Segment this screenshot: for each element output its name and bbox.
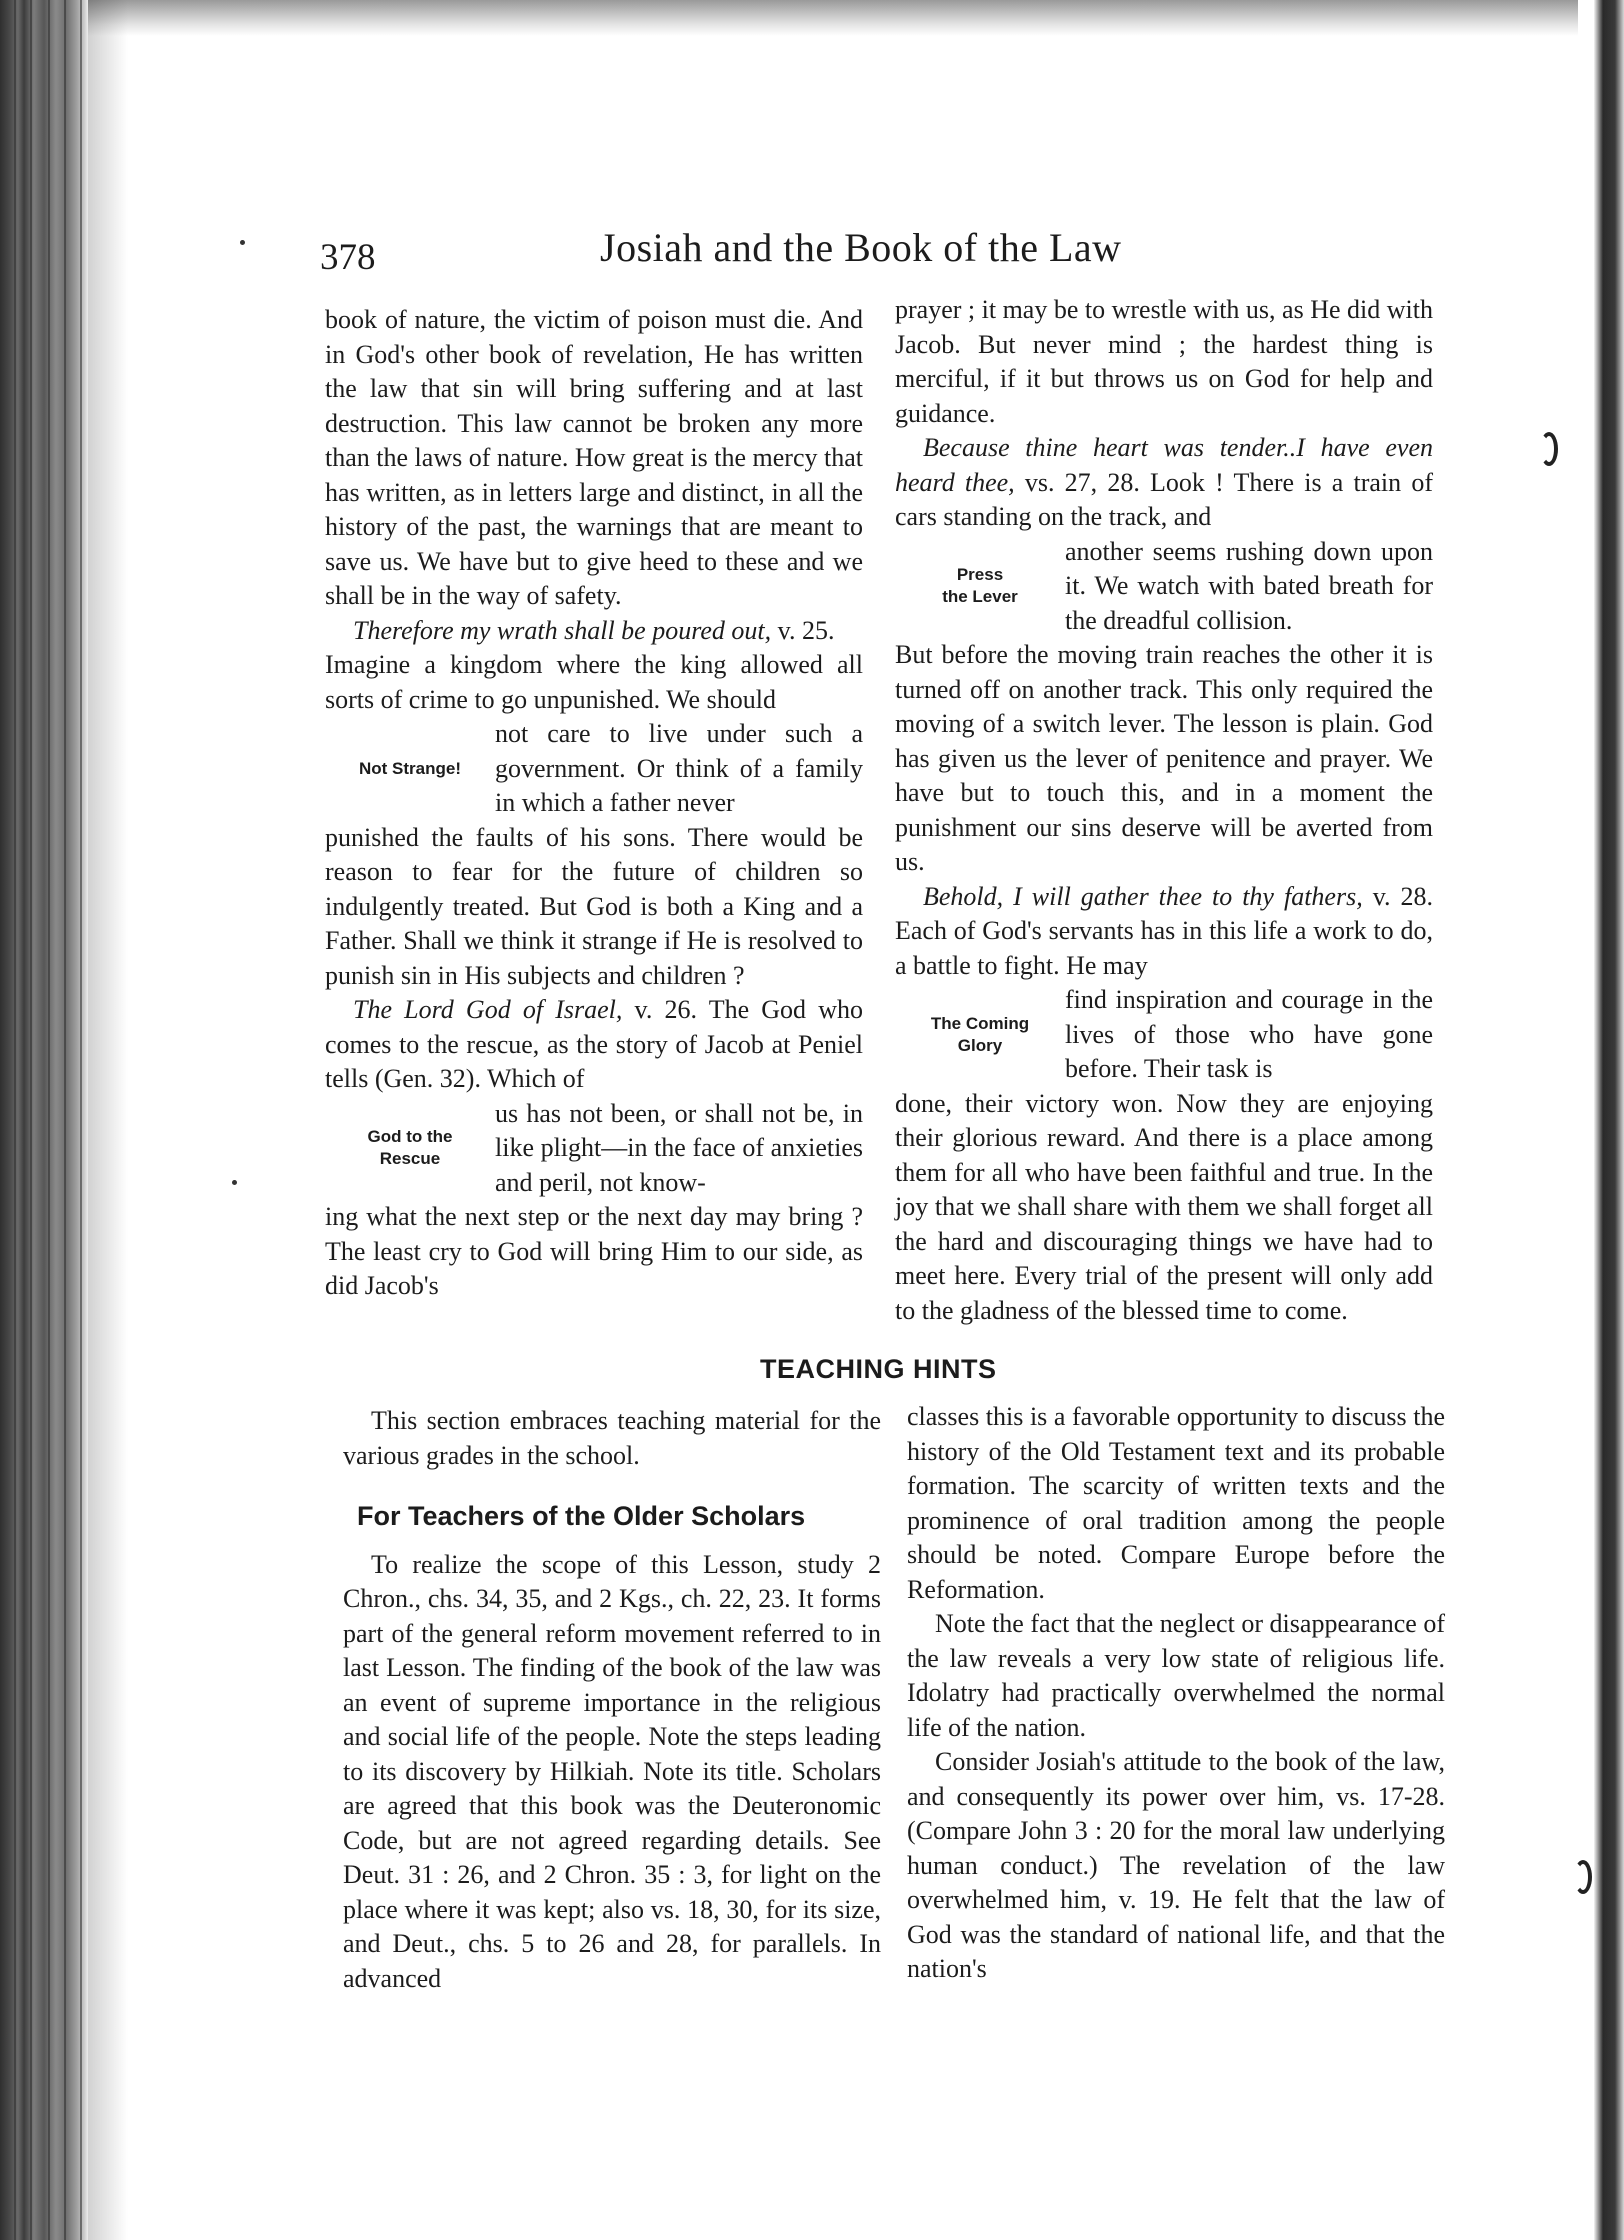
paragraph: Imagine a kingdom where the king allowed all sorts of crime to go unpunished. We should	[325, 650, 863, 714]
sidenote-label-line: God to the	[367, 1127, 453, 1147]
paragraph-text: v. 28. Each of God's servants has in this life a work to do, a battle to fight. He may	[895, 881, 1434, 980]
page-edge-line	[80, 0, 82, 2240]
scripture-reference: The Lord God of Israel,	[353, 995, 623, 1024]
section-heading: TEACHING HINTS	[760, 1354, 997, 1384]
paragraph	[325, 614, 863, 649]
sidenote-label-line: the Lever	[942, 587, 1018, 607]
paragraph: ing what the next step or the next day may bring ? The least cry to God will bring Him to our side, as did Jacob's	[325, 1202, 863, 1300]
page-edge-line	[64, 0, 66, 2240]
paragraph: This section embraces teaching material for the various grades in the school.	[343, 1406, 881, 1470]
paragraph: prayer ; it may be to wrestle with us, as He did with Jacob. But never mind ; the hardest thing is merciful, if it but throws us on God for help and guidance.	[895, 295, 1433, 428]
ink-speck	[240, 240, 245, 245]
scripture-reference: Behold, I will gather thee to thy fathers,	[923, 881, 1363, 911]
sidenote-wrapped-text: find inspiration and courage in the lives of those who have gone before. Their task is	[1065, 985, 1433, 1083]
left-column-upper	[325, 303, 863, 1304]
page-edge-line	[48, 0, 50, 2240]
page-edge-line	[30, 0, 32, 2240]
paragraph: done, their victory won. Now they are enjoying their glorious reward. And there is a place among them for all who have been faithful and true. In the joy that we shall share with them we shall forget all the hard and discouraging things we have had to meet here. Every trial of the present will only add to the gladness of the blessed time to come.	[895, 1088, 1433, 1325]
sidenote-label: Not Strange!	[359, 758, 461, 778]
page-edge-line	[14, 0, 16, 2240]
sidenote-wrapped-text: another seems rushing down upon it. We watch with bated breath for the dreadful collision.	[1065, 536, 1433, 635]
ink-speck	[232, 1180, 237, 1185]
paragraph-text: vs. 27, 28. Look ! There is a train of cars standing on the track, and	[895, 467, 1433, 531]
paragraph: To realize the scope of this Lesson, study 2 Chron., chs. 34, 35, and 2 Kgs., ch. 22, 23. It forms part of the general reform movement referred to in last Lesson. The finding of the book of the law was an event of supreme importance in the religious and social life of the people. Note the steps leading to its discovery by Hilkiah. Note its title. Scholars are agreed that this book was the Deuteronomic Code, but are not agreed regarding details. See Deut. 31 : 26, and 2 Chron. 35 : 3, for light on the place where it was kept; also vs. 18, 30, for its size, and Deut., chs. 5 to 26 and 28, for parallels. In advanced	[343, 1549, 881, 1993]
right-column-lower	[907, 1400, 1445, 1987]
sidenote-wrapped-text: us has not been, or shall not be, in like plight—in the face of anxieties and peril, not know-	[495, 1098, 863, 1197]
sidenote-block	[325, 717, 863, 821]
paragraph: punished the faults of his sons. There would be reason to fear for the future of children so indulgently treated. But God is both a King and a Father. Shall we think it strange if He is resolved to punish sin in His subjects and children ?	[325, 822, 863, 990]
paragraph	[325, 993, 863, 1097]
paragraph: Note the fact that the neglect or disappearance of the law reveals a very low state of religious life. Idolatry had practically overwhelmed the normal life of the nation.	[907, 1609, 1445, 1742]
paragraph	[895, 431, 1433, 535]
sidenote-label-line: Rescue	[379, 1149, 441, 1169]
paragraph-text: v. 26. The God who comes to the rescue, as the story of Jacob at Peniel tells (Gen. 32). Which of	[325, 995, 863, 1093]
binding-hole-mark	[1540, 432, 1558, 466]
running-title: Josiah and the Book of the Law	[600, 225, 1122, 270]
scripture-reference: Therefore my wrath shall be poured out,	[353, 615, 772, 645]
sidenote-label-line: Press	[956, 565, 1004, 585]
paragraph: But before the moving train reaches the other it is turned off on another track. This only required the moving of a switch lever. The lesson is plain. God has given us the lever of penitence and prayer. We have but to touch this, and in a moment the punishment our sins deserve will be averted from us.	[895, 640, 1433, 876]
page-number: 378	[320, 237, 376, 278]
sidenote-label	[895, 1013, 1065, 1057]
verse-number: v. 25.	[771, 615, 835, 645]
binding-hole-mark	[1574, 1860, 1592, 1894]
subsection-heading: For Teachers of the Older Scholars	[357, 1501, 806, 1531]
right-column-upper	[895, 293, 1433, 1328]
sidenote-wrapped-text: not care to live under such a government. Or think of a family in which a father never	[495, 719, 863, 817]
gutter-shadow	[88, 0, 128, 2240]
paragraph: Consider Josiah's attitude to the book of the law, and consequently its power over him, vs. 17-28. (Compare John 3 : 20 for the moral law underlying human conduct.) The revelation of the law overwhelmed him, v. 19. He felt that the law of God was the standard of national life, and that the nation's	[907, 1747, 1445, 1983]
sidenote-label	[895, 564, 1065, 608]
top-page-edge	[88, 0, 1578, 36]
sidenote-label	[325, 1126, 495, 1170]
sidenote-block	[895, 983, 1433, 1087]
paragraph	[895, 880, 1433, 984]
scripture-reference: Because thine heart was tender..I have even heard thee,	[895, 433, 1433, 497]
sidenote-label-line: Glory	[957, 1035, 1003, 1055]
paragraph: book of nature, the victim of poison must die. And in God's other book of revelation, He has written the law that sin will bring suffering and at last destruction. This law cannot be broken any more than the laws of nature. How great is the mercy that has written, as in letters large and distinct, in all the history of the past, the warnings that are meant to save us. We have but to give heed to these and we shall be in the way of safety.	[325, 305, 863, 610]
sidenote-block	[325, 1097, 863, 1201]
sidenote-label-line: The Coming	[930, 1013, 1030, 1033]
right-page-edge	[1594, 0, 1624, 2240]
left-column-lower	[343, 1404, 881, 1996]
sidenote-block	[895, 535, 1433, 639]
paragraph: classes this is a favorable opportunity to discuss the history of the Old Testament text and its probable formation. The scarcity of written texts and the prominence of oral tradition among the people should be noted. Compare Europe before the Reformation.	[907, 1402, 1445, 1604]
